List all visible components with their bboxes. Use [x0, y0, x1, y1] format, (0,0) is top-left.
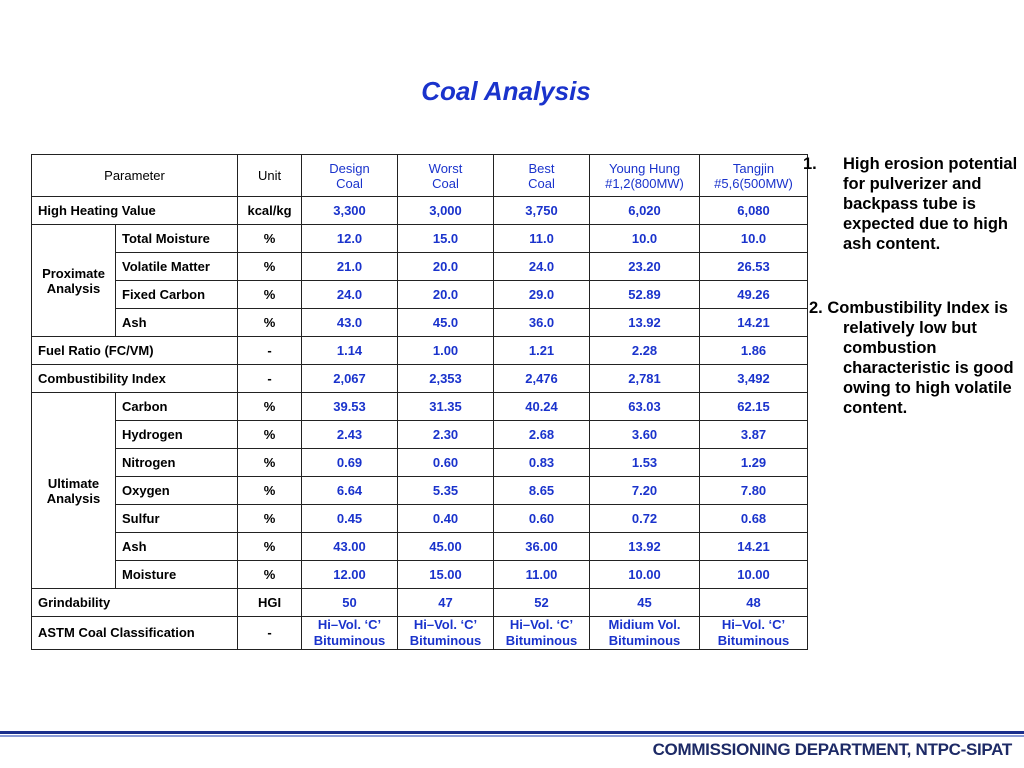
row-unit: %: [238, 533, 302, 561]
value-cell: 10.0: [590, 225, 700, 253]
row-label: Sulfur: [116, 505, 238, 533]
row-unit: kcal/kg: [238, 197, 302, 225]
value-cell: 20.0: [398, 253, 494, 281]
row-unit: %: [238, 393, 302, 421]
value-cell: 1.21: [494, 337, 590, 365]
value-cell: 3,000: [398, 197, 494, 225]
group-ultimate-analysis: Ultimate Analysis: [32, 393, 116, 589]
table-row: [32, 449, 808, 477]
header-parameter: Parameter: [32, 155, 238, 197]
table-row: [32, 197, 808, 225]
value-cell: 15.00: [398, 561, 494, 589]
table-row: [32, 505, 808, 533]
table-row: [32, 589, 808, 617]
row-unit: HGI: [238, 589, 302, 617]
value-cell: Hi–Vol. ‘C’ Bituminous: [494, 617, 590, 650]
value-cell: 10.0: [700, 225, 808, 253]
value-cell: 7.80: [700, 477, 808, 505]
value-cell: 5.35: [398, 477, 494, 505]
value-cell: 6,020: [590, 197, 700, 225]
page-title: Coal Analysis: [421, 76, 591, 106]
note-1: [800, 154, 1022, 254]
value-cell: 48: [700, 589, 808, 617]
value-cell: 13.92: [590, 309, 700, 337]
value-cell: 0.72: [590, 505, 700, 533]
value-cell: 2,067: [302, 365, 398, 393]
value-cell: Hi–Vol. ‘C’ Bituminous: [700, 617, 808, 650]
row-label: Total Moisture: [116, 225, 238, 253]
row-label: ASTM Coal Classification: [32, 617, 238, 650]
value-cell: 50: [302, 589, 398, 617]
row-unit: %: [238, 449, 302, 477]
value-cell: 13.92: [590, 533, 700, 561]
value-cell: 10.00: [590, 561, 700, 589]
header-worst-coal: Worst Coal: [398, 155, 494, 197]
header-design-coal: Design Coal: [302, 155, 398, 197]
table-row: [32, 477, 808, 505]
table-row: [32, 533, 808, 561]
value-cell: 43.00: [302, 533, 398, 561]
row-unit: -: [238, 337, 302, 365]
value-cell: 43.0: [302, 309, 398, 337]
table-header-row: [32, 155, 808, 197]
value-cell: 14.21: [700, 533, 808, 561]
table-row: [32, 337, 808, 365]
header-unit: Unit: [238, 155, 302, 197]
value-cell: 8.65: [494, 477, 590, 505]
note-1-text: High erosion potential for pulverizer and backpass tube is expected due to high ash content.: [843, 155, 1018, 253]
row-label: Moisture: [116, 561, 238, 589]
header-young-hung: Young Hung #1,2(800MW): [590, 155, 700, 197]
footer-rule-light: [0, 735, 1024, 737]
value-cell: 1.53: [590, 449, 700, 477]
header-tangjin: Tangjin #5,6(500MW): [700, 155, 808, 197]
row-unit: %: [238, 505, 302, 533]
value-cell: 0.83: [494, 449, 590, 477]
value-cell: 2.28: [590, 337, 700, 365]
value-cell: 12.00: [302, 561, 398, 589]
row-label: Ash: [116, 533, 238, 561]
value-cell: 21.0: [302, 253, 398, 281]
row-unit: %: [238, 477, 302, 505]
table-row: [32, 253, 808, 281]
notes-panel: [800, 154, 1022, 418]
table-row: [32, 281, 808, 309]
value-cell: 11.00: [494, 561, 590, 589]
value-cell: 0.68: [700, 505, 808, 533]
value-cell: 39.53: [302, 393, 398, 421]
value-cell: 1.00: [398, 337, 494, 365]
value-cell: 40.24: [494, 393, 590, 421]
value-cell: 49.26: [700, 281, 808, 309]
value-cell: 45: [590, 589, 700, 617]
row-label: High Heating Value: [32, 197, 238, 225]
row-unit: -: [238, 365, 302, 393]
value-cell: 36.00: [494, 533, 590, 561]
coal-analysis-table: [31, 154, 808, 650]
row-unit: %: [238, 225, 302, 253]
row-unit: %: [238, 253, 302, 281]
row-unit: -: [238, 617, 302, 650]
value-cell: 45.00: [398, 533, 494, 561]
table-row: [32, 561, 808, 589]
value-cell: 10.00: [700, 561, 808, 589]
footer-text: COMMISSIONING DEPARTMENT, NTPC-SIPAT: [652, 740, 1012, 759]
value-cell: 62.15: [700, 393, 808, 421]
value-cell: 24.0: [494, 253, 590, 281]
table-row: [32, 309, 808, 337]
value-cell: Midium Vol. Bituminous: [590, 617, 700, 650]
value-cell: 15.0: [398, 225, 494, 253]
value-cell: 0.69: [302, 449, 398, 477]
table-row: [32, 225, 808, 253]
value-cell: 1.86: [700, 337, 808, 365]
row-label: Combustibility Index: [32, 365, 238, 393]
row-label: Fuel Ratio (FC/VM): [32, 337, 238, 365]
table-row: [32, 393, 808, 421]
value-cell: 2.43: [302, 421, 398, 449]
value-cell: 47: [398, 589, 494, 617]
value-cell: 6,080: [700, 197, 808, 225]
row-unit: %: [238, 421, 302, 449]
value-cell: 45.0: [398, 309, 494, 337]
row-label: Oxygen: [116, 477, 238, 505]
value-cell: 3,750: [494, 197, 590, 225]
value-cell: 1.29: [700, 449, 808, 477]
row-label: Hydrogen: [116, 421, 238, 449]
value-cell: 0.60: [398, 449, 494, 477]
value-cell: 1.14: [302, 337, 398, 365]
value-cell: 24.0: [302, 281, 398, 309]
value-cell: 14.21: [700, 309, 808, 337]
value-cell: 0.60: [494, 505, 590, 533]
row-unit: %: [238, 561, 302, 589]
value-cell: 7.20: [590, 477, 700, 505]
row-unit: %: [238, 281, 302, 309]
value-cell: 3.60: [590, 421, 700, 449]
value-cell: 3,300: [302, 197, 398, 225]
row-label: Nitrogen: [116, 449, 238, 477]
value-cell: 31.35: [398, 393, 494, 421]
row-unit: %: [238, 309, 302, 337]
value-cell: 2,781: [590, 365, 700, 393]
note-2: 2. Combustibility Index is relatively low but combustion characteristic is good owing to high volatile content.: [809, 299, 1014, 417]
group-proximate-analysis: Proximate Analysis: [32, 225, 116, 337]
row-label: Grindability: [32, 589, 238, 617]
value-cell: 2.68: [494, 421, 590, 449]
header-best-coal: Best Coal: [494, 155, 590, 197]
value-cell: 11.0: [494, 225, 590, 253]
value-cell: 52: [494, 589, 590, 617]
value-cell: 23.20: [590, 253, 700, 281]
table-row: [32, 617, 808, 650]
row-label: Volatile Matter: [116, 253, 238, 281]
value-cell: 2.30: [398, 421, 494, 449]
value-cell: 6.64: [302, 477, 398, 505]
value-cell: 36.0: [494, 309, 590, 337]
value-cell: 20.0: [398, 281, 494, 309]
value-cell: 3,492: [700, 365, 808, 393]
value-cell: 63.03: [590, 393, 700, 421]
value-cell: 0.45: [302, 505, 398, 533]
footer-rule: [0, 731, 1024, 734]
value-cell: Hi–Vol. ‘C’ Bituminous: [302, 617, 398, 650]
value-cell: 26.53: [700, 253, 808, 281]
row-label: Carbon: [116, 393, 238, 421]
value-cell: 3.87: [700, 421, 808, 449]
value-cell: Hi–Vol. ‘C’ Bituminous: [398, 617, 494, 650]
value-cell: 2,353: [398, 365, 494, 393]
value-cell: 0.40: [398, 505, 494, 533]
table-row: [32, 365, 808, 393]
value-cell: 29.0: [494, 281, 590, 309]
table-row: [32, 421, 808, 449]
row-label: Ash: [116, 309, 238, 337]
value-cell: 2,476: [494, 365, 590, 393]
value-cell: 12.0: [302, 225, 398, 253]
row-label: Fixed Carbon: [116, 281, 238, 309]
value-cell: 52.89: [590, 281, 700, 309]
note-1-number: 1.: [803, 155, 817, 173]
